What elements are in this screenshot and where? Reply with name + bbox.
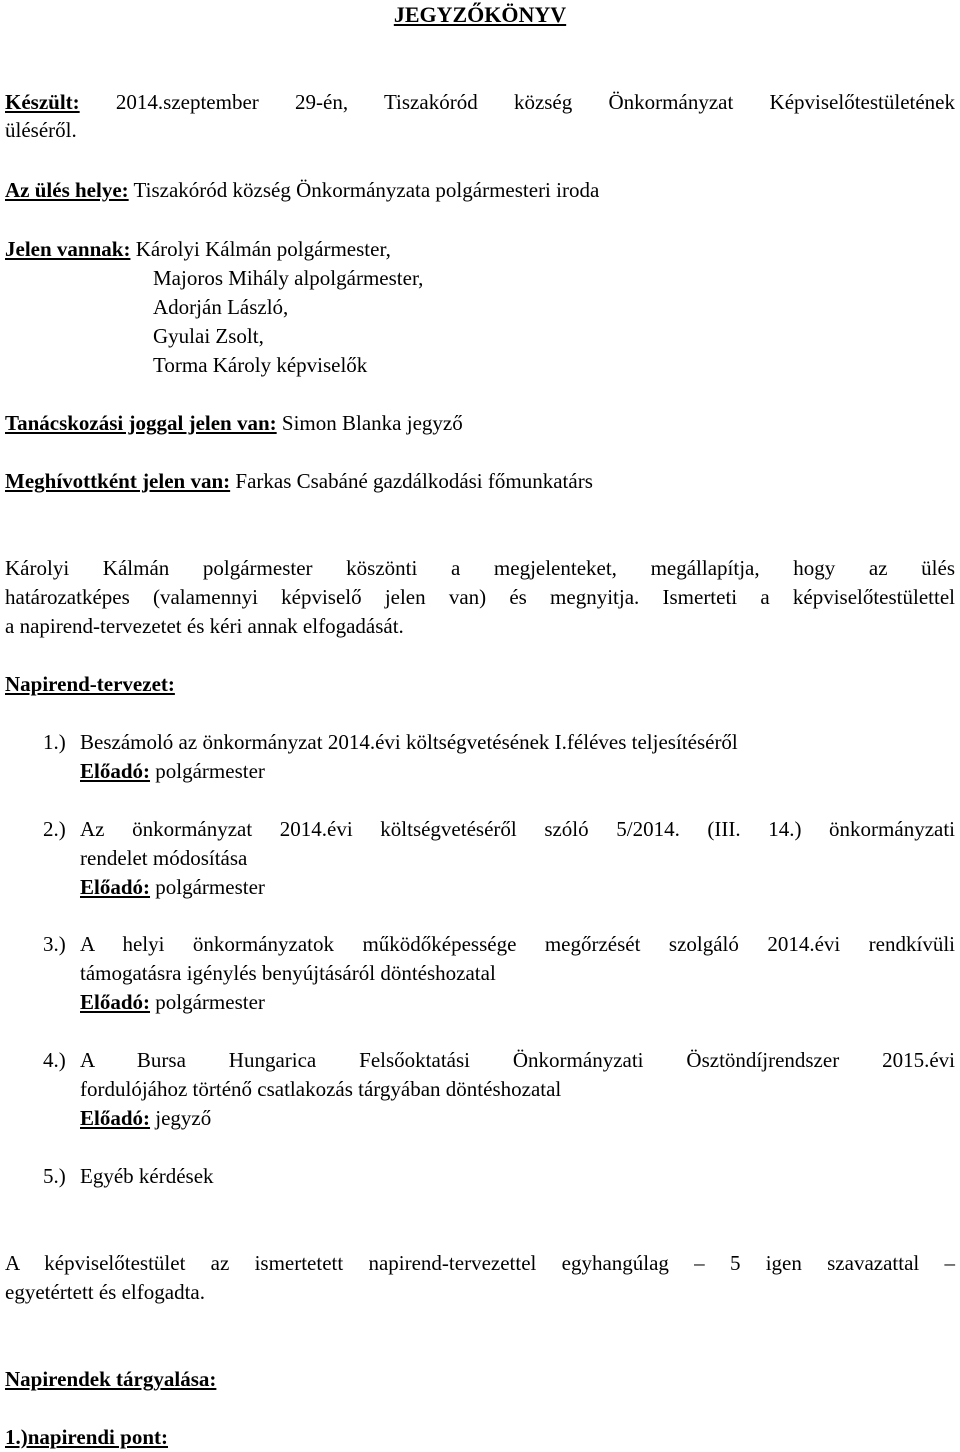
present-member: Károlyi Kálmán polgármester,: [135, 237, 391, 261]
agenda-item-number: 2.): [43, 817, 66, 841]
agenda-item-presenter: [80, 989, 265, 1015]
discussion-heading: Napirendek tárgyalása:: [5, 1367, 217, 1391]
invited-label: Meghívottként jelen van:: [5, 469, 231, 493]
agenda-item-title: A helyi önkormányzatok működőképessége megőrzését szolgáló 2014.évi rendkívüli: [80, 932, 955, 956]
agenda-item-presenter: [80, 1105, 211, 1131]
presenter-name: jegyző: [155, 1106, 212, 1130]
made-line: [5, 89, 955, 115]
venue-label: Az ülés helye:: [5, 178, 129, 202]
agenda-item-number: 3.): [43, 932, 66, 956]
agenda-item-title: A Bursa Hungarica Felsőoktatási Önkormányzati Ösztöndíjrendszer 2015.évi: [80, 1048, 955, 1072]
made-label: Készült:: [5, 90, 80, 114]
present-member: Torma Károly képviselők: [153, 353, 368, 377]
opening-line: határozatképes (valamennyi képviselő jelen van) és megnyitja. Ismerteti a képviselőtestülettel: [5, 585, 955, 609]
agenda-item-title: Az önkormányzat 2014.évi költségvetéséről szóló 5/2014. (III. 14.) önkormányzati: [80, 817, 955, 841]
vote-line: A képviselőtestület az ismertetett napirend-tervezettel egyhangúlag – 5 igen szavazattal –: [5, 1251, 955, 1275]
presenter-label: Előadó:: [80, 990, 151, 1014]
presenter-label: Előadó:: [80, 875, 151, 899]
presenter-name: polgármester: [155, 759, 265, 783]
agenda-item-presenter: [80, 874, 265, 900]
opening-line: a napirend-tervezetet és kéri annak elfogadását.: [5, 614, 404, 638]
agenda-item-title-cont: rendelet módosítása: [80, 846, 248, 870]
venue-line: [5, 177, 599, 203]
presenter-label: Előadó:: [80, 759, 151, 783]
present-line: [5, 236, 391, 262]
opening-line: Károlyi Kálmán polgármester köszönti a megjelenteket, megállapítja, hogy az ülés: [5, 556, 955, 580]
first-point-heading: 1.)napirendi pont:: [5, 1425, 168, 1449]
venue-text: Tiszakóród község Önkormányzata polgármesteri iroda: [133, 178, 600, 202]
vote-line: egyetértett és elfogadta.: [5, 1280, 205, 1304]
made-line-2: üléséről.: [5, 118, 77, 142]
presenter-label: Előadó:: [80, 1106, 151, 1130]
present-member: Gyulai Zsolt,: [153, 324, 264, 348]
agenda-item-title: Egyéb kérdések: [80, 1164, 214, 1188]
agenda-item-title-cont: fordulójához történő csatlakozás tárgyában döntéshozatal: [80, 1077, 562, 1101]
invited-text: Farkas Csabáné gazdálkodási főmunkatárs: [235, 469, 593, 493]
agenda-item-number: 1.): [43, 730, 66, 754]
present-label: Jelen vannak:: [5, 237, 131, 261]
present-member: Majoros Mihály alpolgármester,: [153, 266, 424, 290]
invited-line: [5, 468, 593, 494]
presenter-name: polgármester: [155, 875, 265, 899]
agenda-item-number: 5.): [43, 1164, 66, 1188]
present-member: Adorján László,: [153, 295, 289, 319]
agenda-item-number: 4.): [43, 1048, 66, 1072]
agenda-heading: Napirend-tervezet:: [5, 672, 175, 696]
advisory-text: Simon Blanka jegyző: [281, 411, 463, 435]
advisory-line: [5, 410, 463, 436]
document-title: JEGYZŐKÖNYV: [393, 2, 567, 27]
advisory-label: Tanácskozási joggal jelen van:: [5, 411, 277, 435]
made-text: 2014.szeptember 29-én, Tiszakóród község Önkormányzat Képviselőtestületének: [115, 90, 955, 114]
presenter-name: polgármester: [155, 990, 265, 1014]
agenda-item-presenter: [80, 758, 265, 784]
agenda-item-title-cont: támogatásra igénylés benyújtásáról döntéshozatal: [80, 961, 496, 985]
agenda-item-title: Beszámoló az önkormányzat 2014.évi költségvetésének I.féléves teljesítéséről: [80, 730, 738, 754]
